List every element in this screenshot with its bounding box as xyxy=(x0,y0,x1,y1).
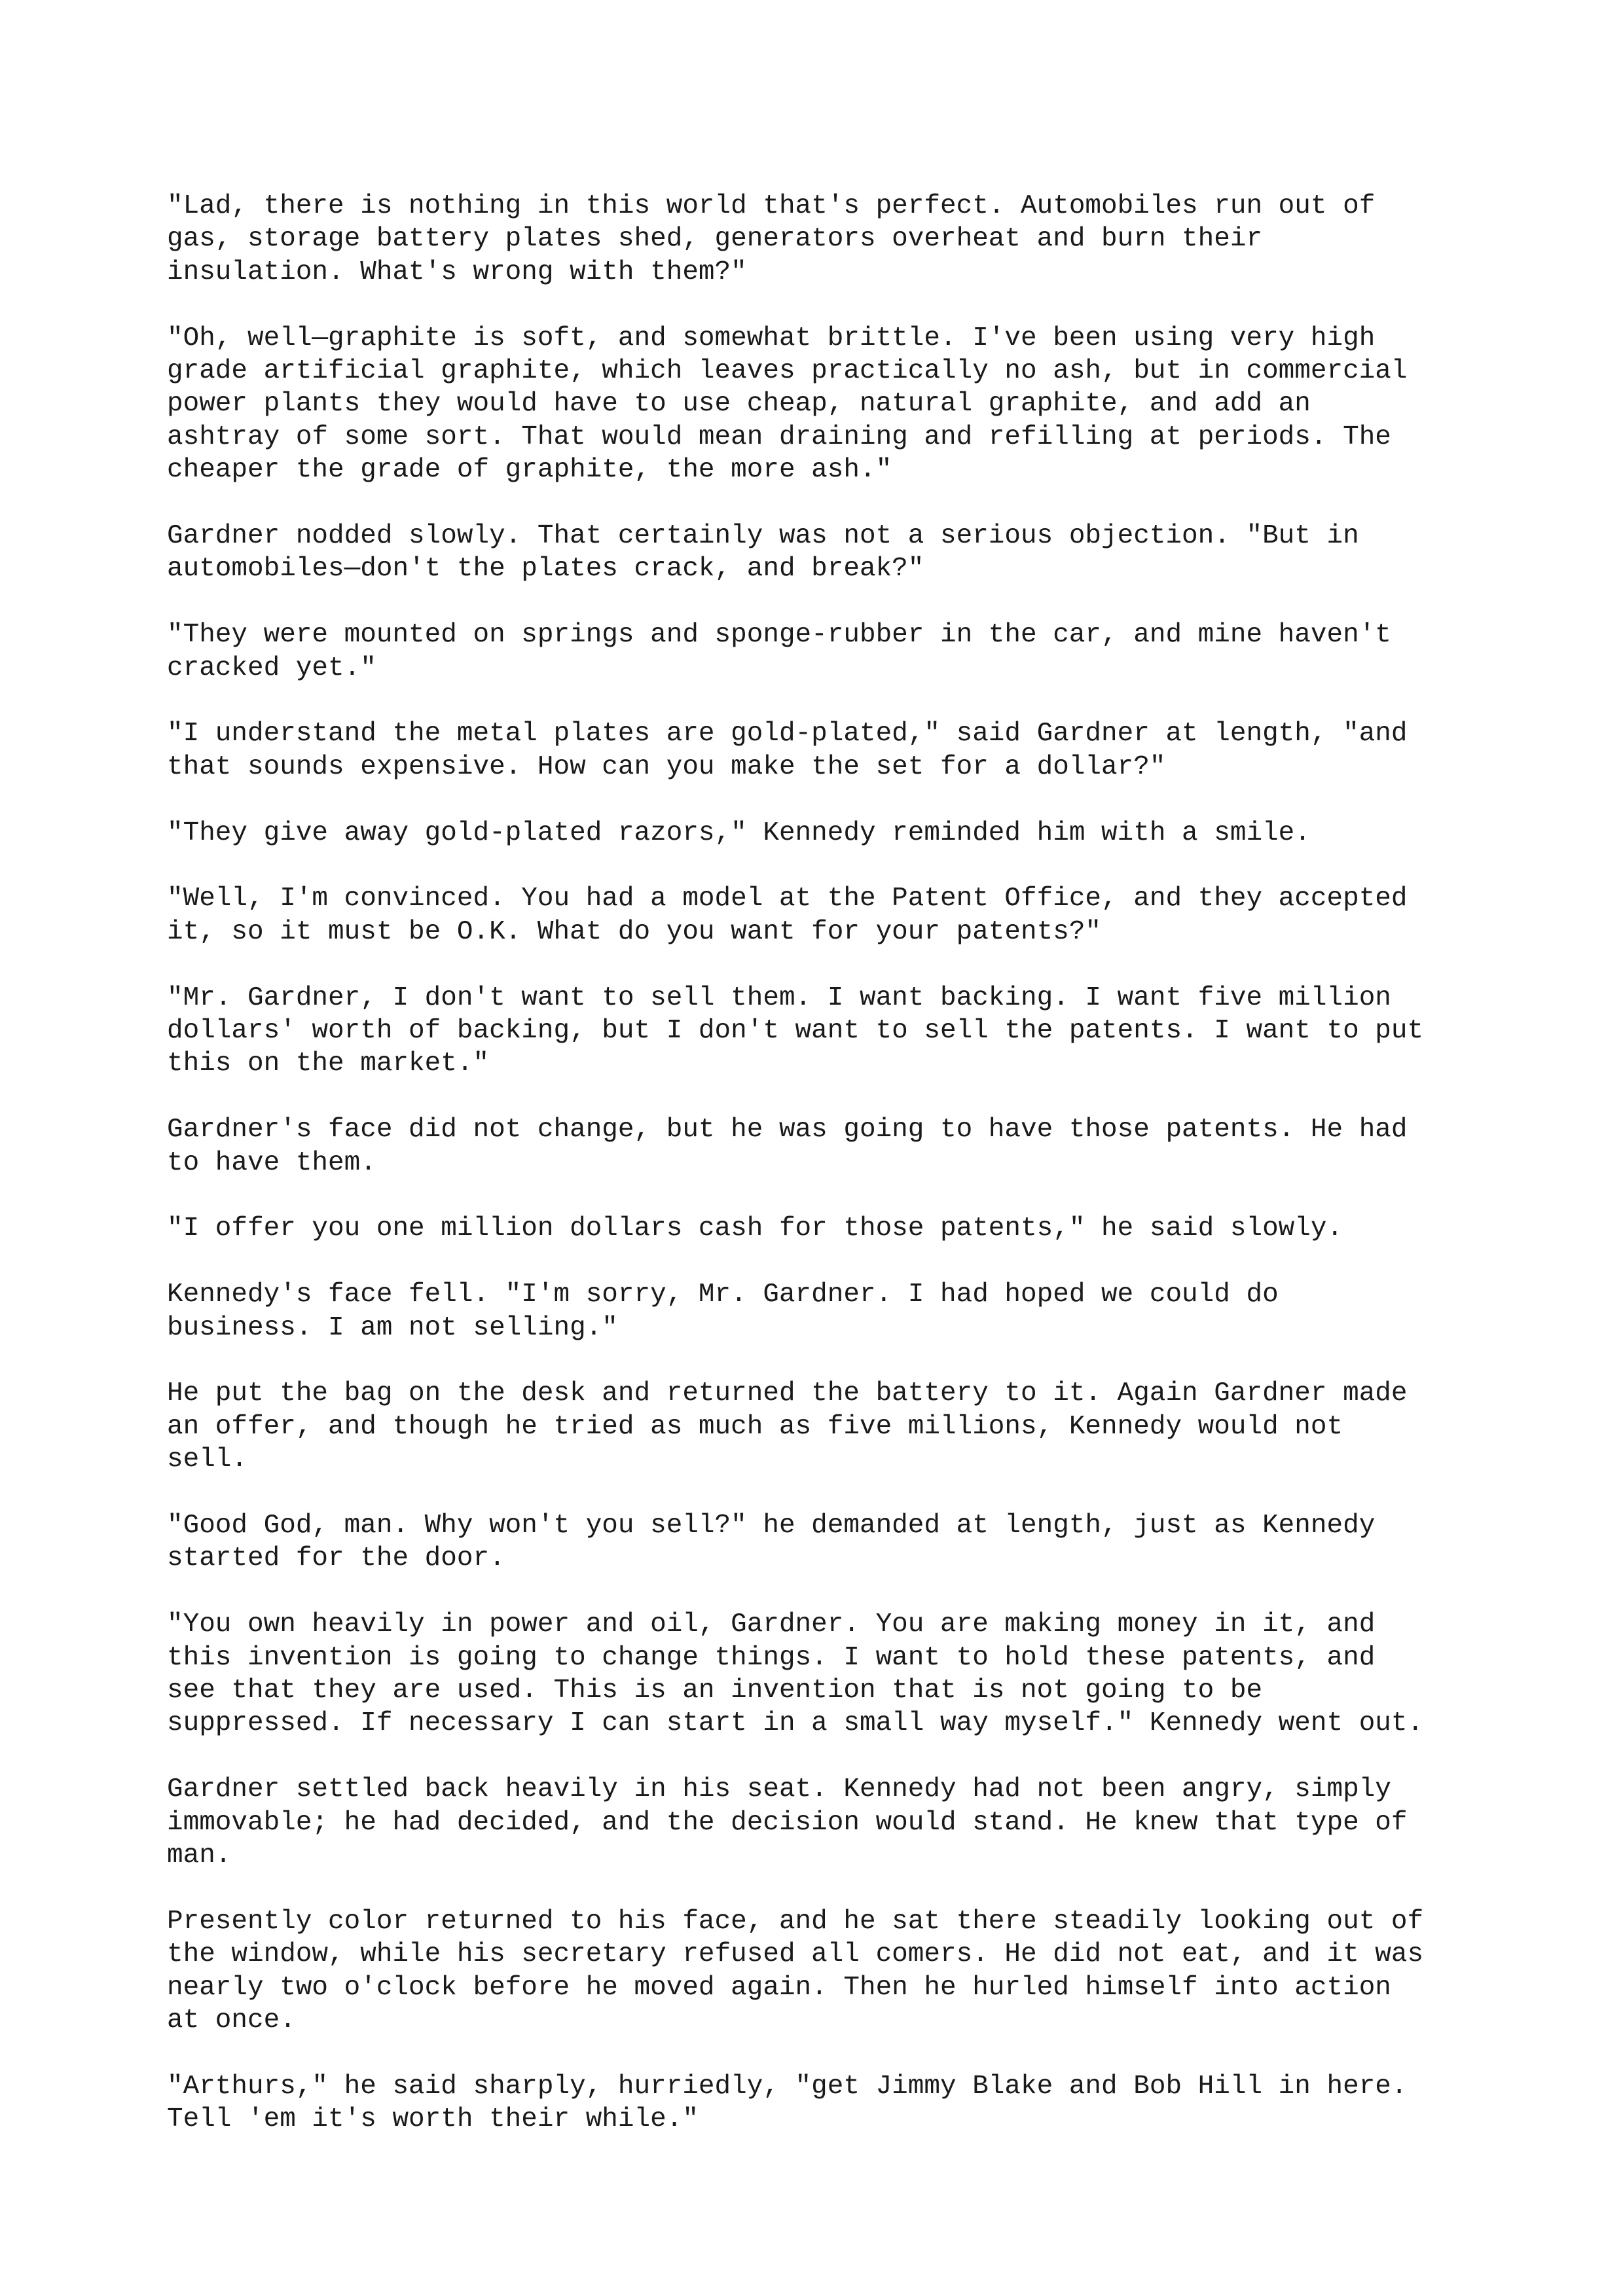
paragraph xyxy=(167,717,1476,783)
text-line: "Arthurs," he said sharply, hurriedly, "get Jimmy Blake and Bob Hill in here. xyxy=(167,2071,1408,2102)
text-line: "Lad, there is nothing in this world that's perfect. Automobiles run out of xyxy=(167,191,1376,221)
text-line: automobiles—don't the plates crack, and break?" xyxy=(167,554,924,584)
text-line: dollars' worth of backing, but I don't want to sell the patents. I want to put xyxy=(167,1016,1424,1047)
text-line: suppressed. If necessary I can start in a small way myself." Kennedy went out. xyxy=(167,1708,1424,1739)
text-line: sell. xyxy=(167,1444,248,1475)
paragraph xyxy=(167,322,1476,487)
paragraph xyxy=(167,520,1476,586)
text-line: "You own heavily in power and oil, Gardner. You are making money in it, and xyxy=(167,1609,1376,1640)
paragraph xyxy=(167,1278,1476,1344)
text-line: Gardner's face did not change, but he was going to have those patents. He had xyxy=(167,1115,1408,1145)
text-line: insulation. What's wrong with them?" xyxy=(167,257,747,287)
text-line: cracked yet." xyxy=(167,653,376,683)
text-line: business. I am not selling." xyxy=(167,1312,618,1343)
text-line: that sounds expensive. How can you make the set for a dollar?" xyxy=(167,751,1166,782)
text-line: at once. xyxy=(167,2005,296,2036)
paragraph xyxy=(167,190,1476,289)
text-line: "They give away gold-plated razors," Kennedy reminded him with a smile. xyxy=(167,817,1311,848)
paragraph xyxy=(167,982,1476,1081)
text-line: "Well, I'm convinced. You had a model at the Patent Office, and they accepted xyxy=(167,884,1408,914)
text-line: cheaper the grade of graphite, the more ash." xyxy=(167,455,892,486)
text-line: grade artificial graphite, which leaves practically no ash, but in commercial xyxy=(167,356,1408,387)
paragraph xyxy=(167,882,1476,948)
text-line: "I understand the metal plates are gold-plated," said Gardner at length, "and xyxy=(167,719,1408,749)
text-line: man. xyxy=(167,1840,232,1871)
paragraph xyxy=(167,1905,1476,2037)
paragraph xyxy=(167,817,1476,850)
text-line: see that they are used. This is an invention that is not going to be xyxy=(167,1676,1263,1706)
text-line: started for the door. xyxy=(167,1543,505,1574)
text-line: Gardner settled back heavily in his seat. Kennedy had not been angry, simply xyxy=(167,1774,1391,1805)
text-line: ashtray of some sort. That would mean draining and refilling at periods. The xyxy=(167,422,1391,452)
text-line: Gardner nodded slowly. That certainly was not a serious objection. "But in xyxy=(167,521,1359,552)
text-line: Presently color returned to his face, and he sat there steadily looking out of xyxy=(167,1906,1424,1937)
text-line: to have them. xyxy=(167,1147,376,1178)
text-line: Kennedy's face fell. "I'm sorry, Mr. Gardner. I had hoped we could do xyxy=(167,1280,1279,1310)
paragraph xyxy=(167,1509,1476,1575)
text-line: "Oh, well—graphite is soft, and somewhat brittle. I've been using very high xyxy=(167,323,1376,353)
paragraph xyxy=(167,2070,1476,2136)
text-line: it, so it must be O.K. What do you want for your patents?" xyxy=(167,916,1102,947)
text-line: this on the market." xyxy=(167,1049,490,1079)
text-line: "Good God, man. Why won't you sell?" he demanded at length, just as Kennedy xyxy=(167,1511,1376,1541)
paragraph xyxy=(167,1608,1476,1740)
text-line: gas, storage battery plates shed, generators overheat and burn their xyxy=(167,224,1263,255)
paragraph xyxy=(167,1212,1476,1245)
text-body xyxy=(167,190,1476,2169)
paragraph xyxy=(167,1113,1476,1179)
text-line: an offer, and though he tried as much as five millions, Kennedy would not xyxy=(167,1411,1343,1442)
paragraph xyxy=(167,619,1476,685)
text-line: "They were mounted on springs and sponge-rubber in the car, and mine haven't xyxy=(167,620,1391,651)
text-line: "I offer you one million dollars cash for those patents," he said slowly. xyxy=(167,1213,1343,1244)
text-line: immovable; he had decided, and the decision would stand. He knew that type of xyxy=(167,1807,1408,1838)
text-line: the window, while his secretary refused all comers. He did not eat, and it was xyxy=(167,1939,1424,1970)
paragraph xyxy=(167,1377,1476,1476)
text-line: "Mr. Gardner, I don't want to sell them. I want backing. I want five million xyxy=(167,982,1391,1013)
text-line: power plants they would have to use cheap, natural graphite, and add an xyxy=(167,389,1311,420)
paragraph xyxy=(167,1773,1476,1872)
text-line: He put the bag on the desk and returned the battery to it. Again Gardner made xyxy=(167,1378,1408,1409)
text-line: Tell 'em it's worth their while." xyxy=(167,2104,699,2135)
text-line: nearly two o'clock before he moved again. Then he hurled himself into action xyxy=(167,1972,1391,2003)
text-line: this invention is going to change things. I want to hold these patents, and xyxy=(167,1642,1376,1673)
